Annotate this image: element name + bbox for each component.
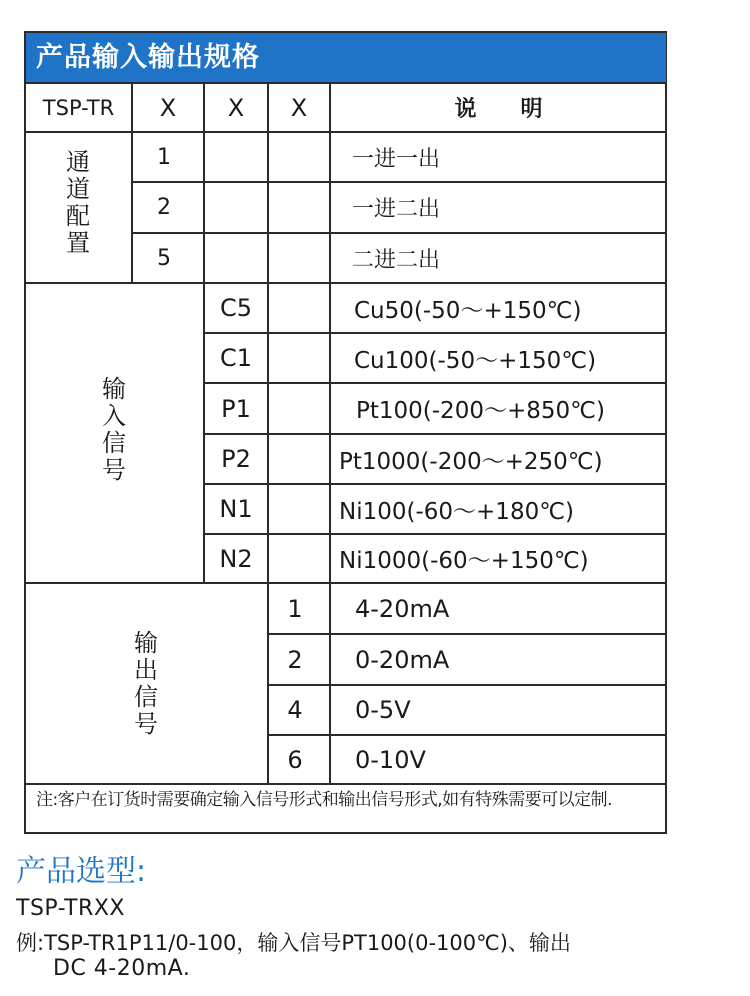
input-code-p1: P1 <box>221 394 251 423</box>
channel-code-1: 1 <box>157 144 171 170</box>
channel-code-2: 2 <box>157 195 171 220</box>
header-description: 说 明 <box>454 97 543 122</box>
channel-code-5: 5 <box>157 245 171 271</box>
selection-example-line1: 例:TSP-TR1P11/0-100，输入信号PT100(0-100℃)、输出 <box>16 931 571 955</box>
output-desc-4: 0-5V <box>355 696 411 724</box>
input-code-c1: C1 <box>219 344 253 372</box>
order-note: 注:客户在订货时需要确定输入信号形式和输出信号形式,如有特殊需要可以定制. <box>36 790 613 810</box>
header-x2: X <box>227 93 245 122</box>
header-x1: X <box>159 93 177 122</box>
input-desc-p2: Pt1000(-200～+250℃) <box>339 448 603 475</box>
input-section-label: 输入信号 <box>102 375 126 484</box>
input-code-n2: N2 <box>219 544 253 573</box>
input-code-c5: C5 <box>219 294 253 322</box>
output-code-6: 6 <box>287 745 303 774</box>
channel-desc-5: 二进二出 <box>352 247 441 273</box>
channel-desc-1: 一进一出 <box>352 146 441 172</box>
channel-desc-2: 一进二出 <box>352 197 441 222</box>
selection-title: 产品选型: <box>16 854 147 889</box>
output-desc-1: 4-20mA <box>355 594 450 623</box>
selection-example-line2: DC 4-20mA. <box>53 956 191 981</box>
input-desc-p1: Pt100(-200～+850℃) <box>356 398 605 424</box>
input-desc-n2: Ni1000(-60～+150℃) <box>339 548 589 574</box>
input-desc-c1: Cu100(-50～+150℃) <box>354 347 597 374</box>
output-code-4: 4 <box>287 696 303 724</box>
header-model: TSP-TR <box>42 95 115 120</box>
input-desc-n1: Ni100(-60～+180℃) <box>339 498 575 525</box>
output-code-1: 1 <box>287 594 303 623</box>
header-x3: X <box>290 93 308 122</box>
selection-model: TSP-TRXX <box>16 896 125 921</box>
output-code-2: 2 <box>287 645 303 674</box>
channel-section-label: 通道配置 <box>66 148 90 257</box>
table-title: 产品输入输出规格 <box>26 33 666 82</box>
col-divider <box>329 82 331 783</box>
input-code-p2: P2 <box>221 445 251 473</box>
input-desc-c5: Cu50(-50～+150℃) <box>354 297 582 324</box>
output-desc-6: 0-10V <box>355 745 426 774</box>
output-section-label: 输出信号 <box>134 629 158 738</box>
output-desc-2: 0-20mA <box>355 645 450 674</box>
input-code-n1: N1 <box>219 495 253 523</box>
